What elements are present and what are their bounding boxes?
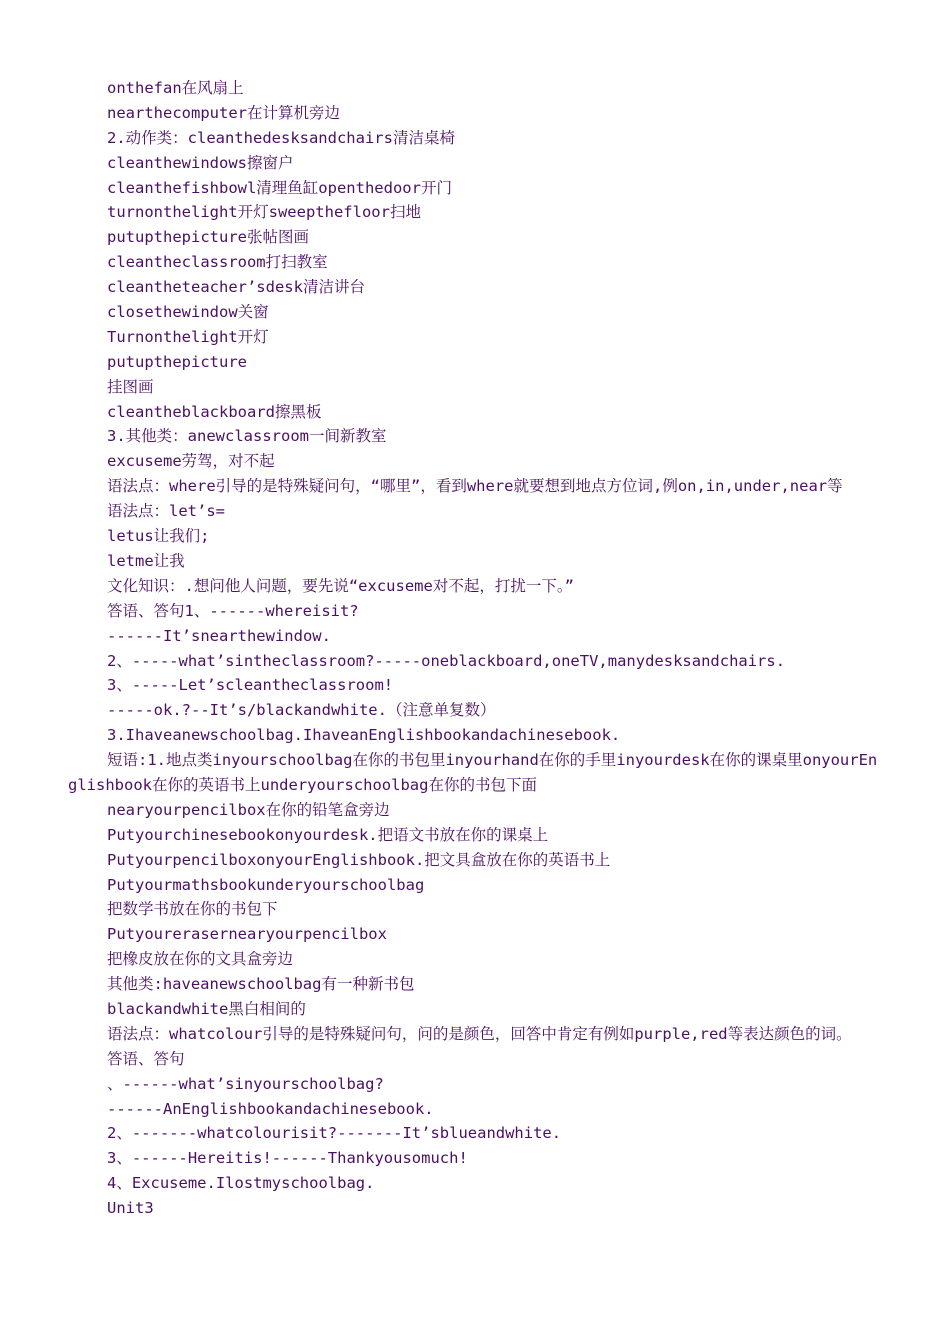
phrases-paragraph: 短语:1.地点类inyourschoolbag在你的书包里inyourhand在你的手里inyourdesk在你的课桌里onyourEnglishbook在你的英语书上underyourschoolbag在你的书包下面 [68, 751, 878, 794]
text-line: 3、------Hereitis!------Thankyousomuch! [107, 1149, 468, 1168]
text-line: 2.动作类：cleanthedesksandchairs清洁桌椅 [107, 128, 455, 147]
text-line: 答语、答句1、------whereisit? [107, 601, 359, 620]
text-line: cleanthefishbowl清理鱼缸openthedoor开门 [107, 178, 452, 197]
text-line: Putyourchinesebookonyourdesk.把语文书放在你的课桌上 [107, 825, 549, 844]
grammar-paragraph: 语法点：whatcolour引导的是特殊疑问句，问的是颜色，回答中肯定有例如purple,red等表达颜色的词。 [107, 1024, 852, 1043]
text-line: cleanthewindows擦窗户 [107, 153, 294, 172]
text-line: turnonthelight开灯sweepthefloor扫地 [107, 203, 421, 222]
text-line: 3、-----Let’scleantheclassroom! [107, 676, 394, 695]
text-line: 挂图画 [107, 377, 154, 396]
text-line: nearyourpencilbox在你的铅笔盒旁边 [107, 800, 390, 819]
grammar-paragraph: 语法点：where引导的是特殊疑问句，“哪里”，看到where就要想到地点方位词,例on,in,under,near等 [107, 477, 843, 496]
text-line: 文化知识：.想问他人问题，要先说“excuseme对不起，打扰一下。” [107, 576, 574, 595]
text-line: cleantheclassroom打扫教室 [107, 253, 328, 272]
text-line: cleantheblackboard擦黑板 [107, 402, 322, 421]
text-line: nearthecomputer在计算机旁边 [107, 103, 340, 122]
text-line: 把橡皮放在你的文具盒旁边 [107, 950, 294, 969]
text-line: 4、Excuseme.Ilostmyschoolbag. [107, 1174, 375, 1193]
text-line: ------AnEnglishbookandachinesebook. [107, 1099, 434, 1118]
text-line: Turnonthelight开灯 [107, 327, 269, 346]
text-line: 、------what’sinyourschoolbag? [107, 1074, 384, 1093]
text-line: Putyourerasernearyourpencilbox [107, 925, 387, 944]
text-line: -----ok.?--It’s/blackandwhite.（注意单复数） [107, 701, 496, 720]
text-line: 3.Ihaveanewschoolbag.IhaveanEnglishbookandachinesebook. [107, 726, 621, 745]
text-line: putupthepicture张帖图画 [107, 228, 309, 247]
text-line: cleantheteacher’sdesk清洁讲台 [107, 278, 365, 297]
text-line: excuseme劳驾，对不起 [107, 452, 275, 471]
text-line: 2、-----what’sintheclassroom?-----oneblackboard,oneTV,manydesksandchairs. [107, 651, 786, 670]
text-line: 其他类:haveanewschoolbag有一种新书包 [107, 975, 415, 994]
text-line: 2、-------whatcolourisit?-------It’sblueandwhite. [107, 1124, 562, 1143]
document-body [68, 76, 880, 1221]
text-line: blackandwhite黑白相间的 [107, 1000, 306, 1018]
text-line: putupthepicture [107, 352, 247, 371]
text-line: 语法点：let’s= [107, 502, 225, 521]
text-line: letme让我 [107, 551, 185, 570]
text-line: 把数学书放在你的书包下 [107, 900, 278, 919]
text-line: closethewindow关窗 [107, 303, 269, 322]
text-line: PutyourpencilboxonyourEnglishbook.把文具盒放在你的英语书上 [107, 850, 611, 869]
text-line: letus让我们; [107, 527, 210, 546]
text-line: Putyourmathsbookunderyourschoolbag [107, 875, 425, 894]
text-line: onthefan在风扇上 [107, 79, 244, 97]
text-line: 答语、答句 [107, 1049, 185, 1068]
text-line: 3.其他类：anewclassroom一间新教室 [107, 427, 387, 446]
unit-heading: Unit3 [107, 1199, 154, 1218]
text-line: ------It’snearthewindow. [107, 626, 331, 645]
